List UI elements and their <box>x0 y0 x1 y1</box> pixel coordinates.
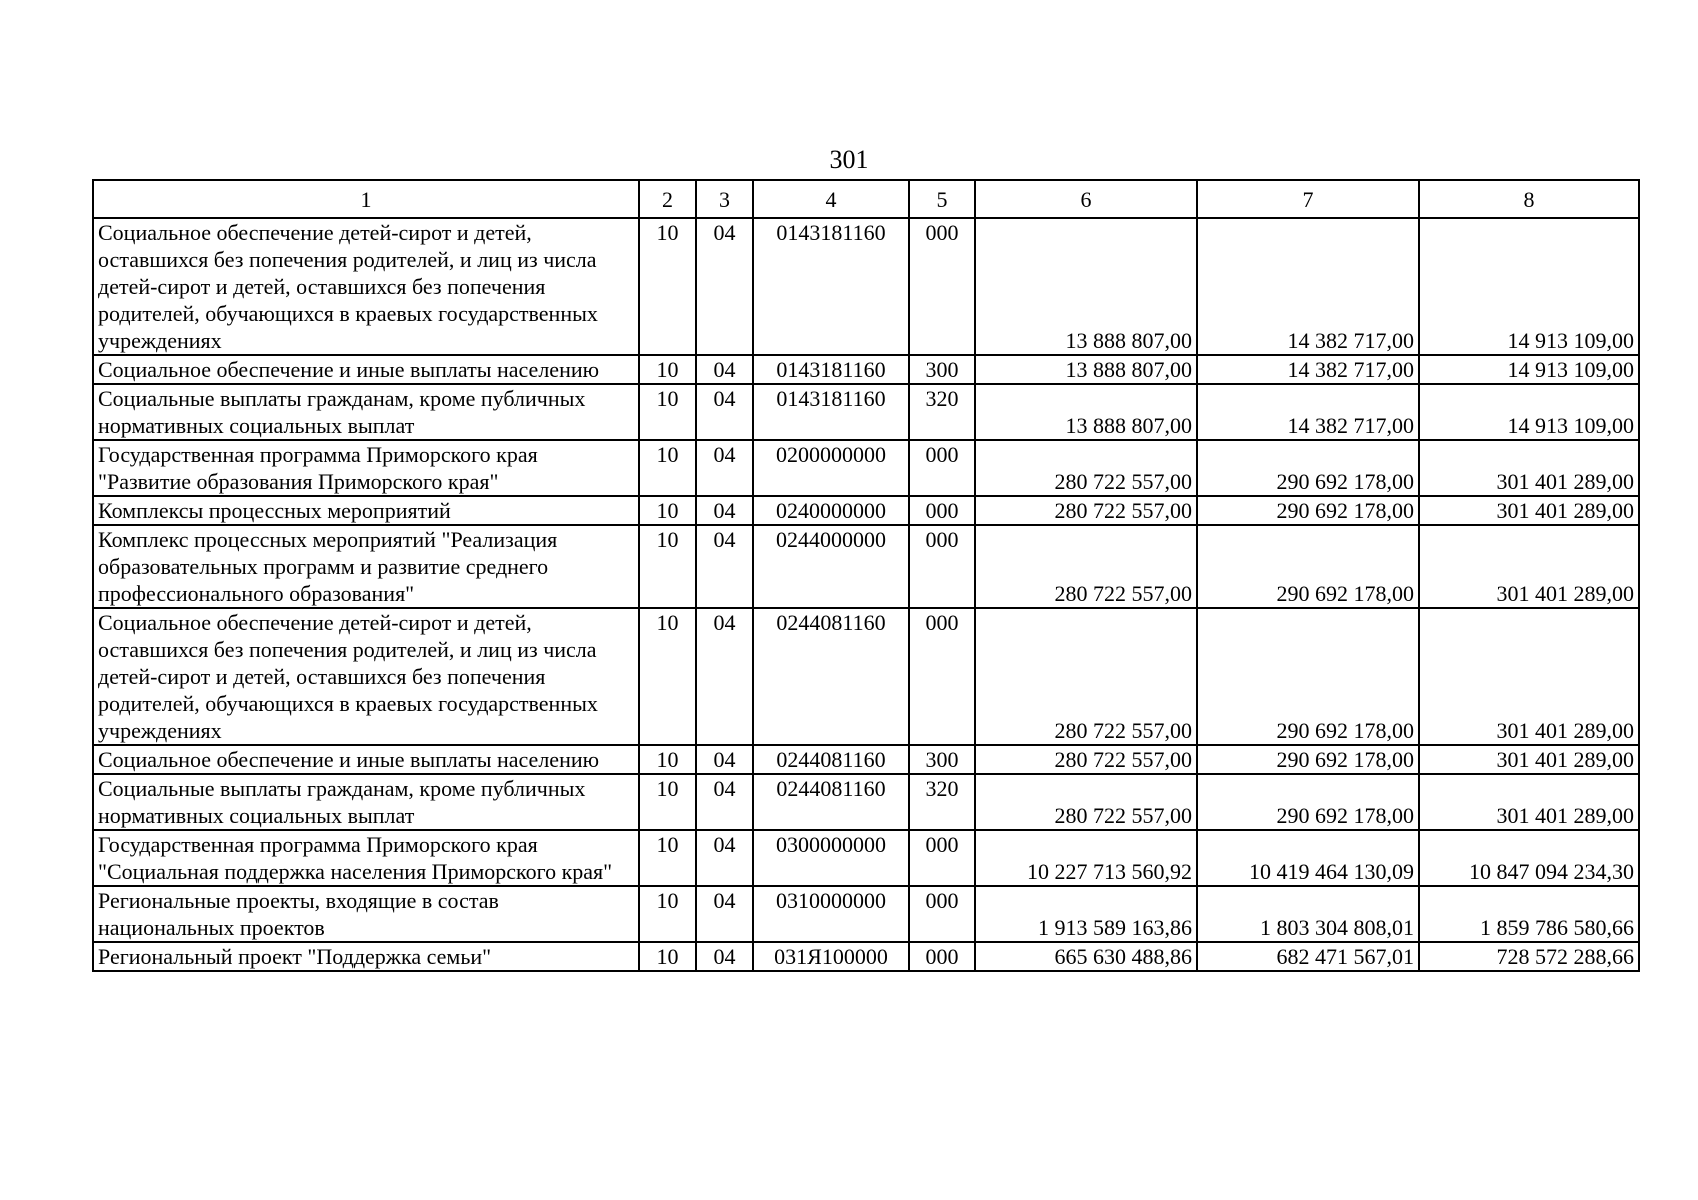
expense-type-code: 000 <box>909 218 975 355</box>
expense-type-code: 300 <box>909 745 975 774</box>
table-row <box>93 525 1639 608</box>
expense-type-code: 000 <box>909 886 975 942</box>
subsection-code: 04 <box>696 355 753 384</box>
amount-year-2: 14 382 717,00 <box>1197 384 1419 440</box>
target-article-code: 0310000000 <box>753 886 909 942</box>
subsection-code: 04 <box>696 440 753 496</box>
amount-year-1: 665 630 488,86 <box>975 942 1197 971</box>
amount-year-3: 301 401 289,00 <box>1419 496 1639 525</box>
expense-type-code: 000 <box>909 440 975 496</box>
amount-year-2: 1 803 304 808,01 <box>1197 886 1419 942</box>
amount-year-1: 13 888 807,00 <box>975 384 1197 440</box>
target-article-code: 0244000000 <box>753 525 909 608</box>
table-row <box>93 886 1639 942</box>
target-article-code: 0143181160 <box>753 355 909 384</box>
expenditure-name: Социальные выплаты гражданам, кроме публичных нормативных социальных выплат <box>93 384 639 440</box>
expense-type-code: 000 <box>909 525 975 608</box>
table-row <box>93 608 1639 745</box>
target-article-code: 0244081160 <box>753 774 909 830</box>
amount-year-2: 290 692 178,00 <box>1197 440 1419 496</box>
expenditure-name: Государственная программа Приморского края "Социальная поддержка населения Приморского края" <box>93 830 639 886</box>
section-code: 10 <box>639 384 696 440</box>
subsection-code: 04 <box>696 496 753 525</box>
expenditure-name: Социальные выплаты гражданам, кроме публичных нормативных социальных выплат <box>93 774 639 830</box>
amount-year-3: 728 572 288,66 <box>1419 942 1639 971</box>
subsection-code: 04 <box>696 745 753 774</box>
amount-year-3: 301 401 289,00 <box>1419 745 1639 774</box>
table-row <box>93 440 1639 496</box>
expense-type-code: 000 <box>909 496 975 525</box>
amount-year-2: 14 382 717,00 <box>1197 355 1419 384</box>
section-code: 10 <box>639 774 696 830</box>
subsection-code: 04 <box>696 525 753 608</box>
subsection-code: 04 <box>696 830 753 886</box>
subsection-code: 04 <box>696 608 753 745</box>
target-article-code: 0244081160 <box>753 608 909 745</box>
expenditure-name: Региональные проекты, входящие в состав национальных проектов <box>93 886 639 942</box>
table-row <box>93 830 1639 886</box>
amount-year-3: 14 913 109,00 <box>1419 355 1639 384</box>
expense-type-code: 000 <box>909 608 975 745</box>
section-code: 10 <box>639 440 696 496</box>
target-article-code: 0244081160 <box>753 745 909 774</box>
amount-year-1: 1 913 589 163,86 <box>975 886 1197 942</box>
budget-table <box>92 179 1640 972</box>
expenditure-name: Комплекс процессных мероприятий "Реализация образовательных программ и развитие среднего профессионального образования" <box>93 525 639 608</box>
amount-year-2: 682 471 567,01 <box>1197 942 1419 971</box>
target-article-code: 0300000000 <box>753 830 909 886</box>
subsection-code: 04 <box>696 774 753 830</box>
expense-type-code: 000 <box>909 942 975 971</box>
amount-year-1: 280 722 557,00 <box>975 440 1197 496</box>
section-code: 10 <box>639 886 696 942</box>
section-code: 10 <box>639 355 696 384</box>
subsection-code: 04 <box>696 218 753 355</box>
table-row <box>93 774 1639 830</box>
amount-year-3: 14 913 109,00 <box>1419 218 1639 355</box>
expenditure-name: Государственная программа Приморского края "Развитие образования Приморского края" <box>93 440 639 496</box>
expenditure-name: Социальное обеспечение и иные выплаты населению <box>93 745 639 774</box>
table-row <box>93 942 1639 971</box>
amount-year-3: 301 401 289,00 <box>1419 440 1639 496</box>
column-header: 4 <box>753 180 909 218</box>
subsection-code: 04 <box>696 384 753 440</box>
amount-year-1: 10 227 713 560,92 <box>975 830 1197 886</box>
expenditure-name: Социальное обеспечение детей-сирот и детей, оставшихся без попечения родителей, и лиц из числа детей-сирот и детей, оставшихся без попечения родителей, обучающихся в краевых государственных учреждениях <box>93 608 639 745</box>
amount-year-3: 301 401 289,00 <box>1419 525 1639 608</box>
target-article-code: 0240000000 <box>753 496 909 525</box>
section-code: 10 <box>639 496 696 525</box>
subsection-code: 04 <box>696 942 753 971</box>
column-header: 5 <box>909 180 975 218</box>
table-row <box>93 355 1639 384</box>
section-code: 10 <box>639 830 696 886</box>
page-number: 301 <box>829 145 869 174</box>
amount-year-2: 290 692 178,00 <box>1197 525 1419 608</box>
amount-year-1: 280 722 557,00 <box>975 608 1197 745</box>
amount-year-2: 290 692 178,00 <box>1197 496 1419 525</box>
expense-type-code: 000 <box>909 830 975 886</box>
expenditure-name: Социальное обеспечение детей-сирот и детей, оставшихся без попечения родителей, и лиц из числа детей-сирот и детей, оставшихся без попечения родителей, обучающихся в краевых государственных учреждениях <box>93 218 639 355</box>
amount-year-1: 280 722 557,00 <box>975 525 1197 608</box>
target-article-code: 0143181160 <box>753 218 909 355</box>
amount-year-3: 301 401 289,00 <box>1419 608 1639 745</box>
expense-type-code: 320 <box>909 384 975 440</box>
table-row <box>93 745 1639 774</box>
amount-year-1: 13 888 807,00 <box>975 218 1197 355</box>
table-row <box>93 496 1639 525</box>
amount-year-2: 290 692 178,00 <box>1197 608 1419 745</box>
amount-year-2: 14 382 717,00 <box>1197 218 1419 355</box>
amount-year-1: 280 722 557,00 <box>975 496 1197 525</box>
expenditure-name: Региональный проект "Поддержка семьи" <box>93 942 639 971</box>
subsection-code: 04 <box>696 886 753 942</box>
amount-year-2: 10 419 464 130,09 <box>1197 830 1419 886</box>
column-number-row <box>93 180 1639 218</box>
column-header: 7 <box>1197 180 1419 218</box>
amount-year-1: 13 888 807,00 <box>975 355 1197 384</box>
section-code: 10 <box>639 525 696 608</box>
target-article-code: 0200000000 <box>753 440 909 496</box>
target-article-code: 031Я100000 <box>753 942 909 971</box>
table-row <box>93 218 1639 355</box>
amount-year-1: 280 722 557,00 <box>975 774 1197 830</box>
table-row <box>93 384 1639 440</box>
section-code: 10 <box>639 608 696 745</box>
section-code: 10 <box>639 218 696 355</box>
expenditure-name: Комплексы процессных мероприятий <box>93 496 639 525</box>
column-header: 2 <box>639 180 696 218</box>
amount-year-1: 280 722 557,00 <box>975 745 1197 774</box>
amount-year-3: 14 913 109,00 <box>1419 384 1639 440</box>
amount-year-3: 1 859 786 580,66 <box>1419 886 1639 942</box>
section-code: 10 <box>639 745 696 774</box>
amount-year-3: 301 401 289,00 <box>1419 774 1639 830</box>
column-header: 3 <box>696 180 753 218</box>
expenditure-name: Социальное обеспечение и иные выплаты населению <box>93 355 639 384</box>
amount-year-3: 10 847 094 234,30 <box>1419 830 1639 886</box>
section-code: 10 <box>639 942 696 971</box>
column-header: 8 <box>1419 180 1639 218</box>
amount-year-2: 290 692 178,00 <box>1197 774 1419 830</box>
column-header: 6 <box>975 180 1197 218</box>
target-article-code: 0143181160 <box>753 384 909 440</box>
amount-year-2: 290 692 178,00 <box>1197 745 1419 774</box>
expense-type-code: 300 <box>909 355 975 384</box>
expense-type-code: 320 <box>909 774 975 830</box>
column-header: 1 <box>93 180 639 218</box>
